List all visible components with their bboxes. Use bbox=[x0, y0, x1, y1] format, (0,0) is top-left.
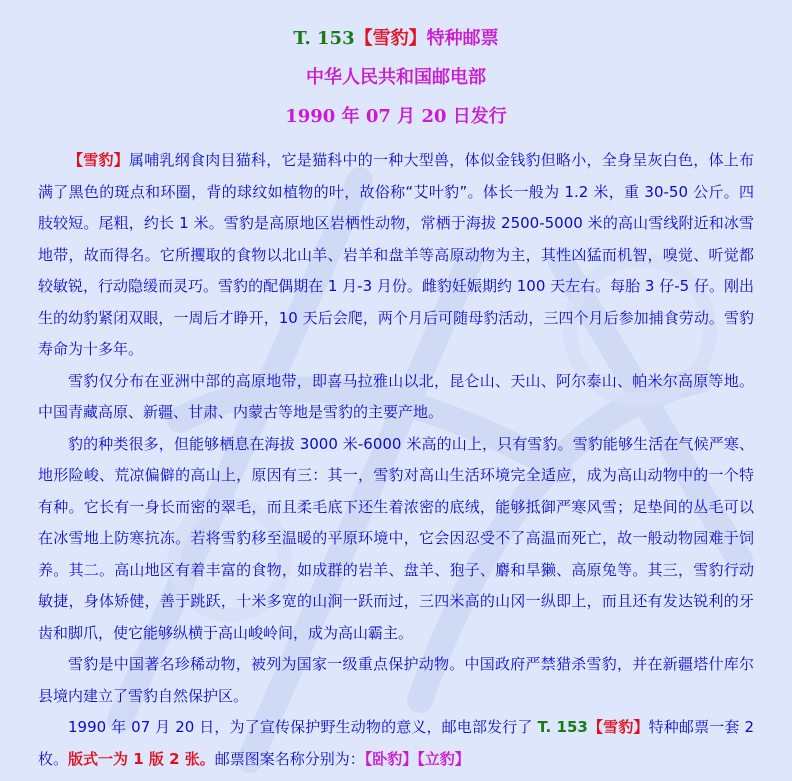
issue-text-c: 邮票图案名称分别为： bbox=[214, 749, 365, 768]
paragraph-distribution: 雪豹仅分布在亚洲中部的高原地带，即喜马拉雅山以北，昆仑山、天山、阿尔泰山、帕米尔高原等地。中国青藏高原、新疆、甘肃、内蒙古等地是雪豹的主要产地。 bbox=[38, 371, 754, 421]
issue-date: 1990 年 07 月 20 日发行 bbox=[285, 106, 507, 127]
issue-stamp-name: 【雪豹】 bbox=[587, 718, 649, 736]
issue-design-names: 【卧豹】【立豹】 bbox=[364, 749, 470, 768]
stamp-name-tag: 【雪豹】 bbox=[68, 151, 129, 169]
page-header bbox=[0, 0, 792, 136]
article-body bbox=[0, 145, 792, 775]
paragraph-issue bbox=[38, 712, 754, 775]
stamp-name: 【雪豹】 bbox=[354, 28, 427, 49]
stamp-code: T. 153 bbox=[293, 28, 355, 49]
paragraph-description bbox=[38, 145, 754, 366]
paragraph-protection: 雪豹是中国著名珍稀动物，被列为国家一级重点保护动物。中国政府严禁猎杀雪豹，并在新疆塔什库尔县境内建立了雪豹自然保护区。 bbox=[38, 655, 754, 705]
issue-format: 版式一为 1 版 2 张。 bbox=[68, 749, 215, 768]
stamp-type: 特种邮票 bbox=[426, 28, 499, 49]
stamp-title bbox=[0, 19, 792, 58]
paragraph-habitat: 豹的种类很多，但能够栖息在海拔 3000 米-6000 米高的山上，只有雪豹。雪豹能够生活在气候严寒、地形险峻、荒凉偏僻的高山上，原因有三：其一，雪豹对高山生活环境完全适应，成为高山动物中的一个特有种。它长有一身长而密的翠毛，而且柔毛底下还生着浓密的底绒，能够抵御严寒风雪；足垫间的丛毛可以在冰雪地上防寒抗冻。若将雪豹移至温暖的平原环境中，它会因忍受不了高温而死亡，故一般动物园难于饲养。其二。高山地区有着丰富的食物，如成群的岩羊、盘羊、狍子、麝和旱獭、高原兔等。其三，雪豹行动敏捷，身体矫健，善于跳跃，十米多宽的山涧一跃而过，三四米高的山冈一纵即上，而且还有发达锐利的牙齿和脚爪，使它能够纵横于高山峻岭间，成为高山霸主。 bbox=[38, 434, 754, 642]
paragraph-description-text: 属哺乳纲食肉目猫科，它是猫科中的一种大型兽，体似金钱豹但略小，全身呈灰白色，体上布满了黑色的斑点和环圈，背的球纹如植物的叶，故俗称“艾叶豹”。体长一般为 1.2 米，重 30-50 公斤。四肢较短。尾粗，约长 1 米。雪豹是高原地区岩栖性动物，常栖于海拔 2500-5000 米的高山雪线附近和冰雪地带，故而得名。它所攫取的食物以北山羊、岩羊和盘羊等高原动物为主，其性凶猛而机智，嗅觉、听觉都较敏锐，行动隐缓而灵巧。雪豹的配偶期在 1 月-3 月份。雌豹妊娠期约 100 天左右。每胎 3 仔-5 仔。刚出生的幼豹紧闭双眼，一周后才睁开，10 天后会爬，两个月后可随母豹活动，三四个月后参加捕食劳动。雪豹寿命为十多年。 bbox=[38, 151, 754, 358]
issue-stamp-code: T. 153 bbox=[537, 718, 588, 736]
issuer: 中华人民共和国邮电部 bbox=[306, 67, 486, 88]
issue-text-b: 特种邮票一套 2 枚。 bbox=[38, 718, 754, 768]
issue-text-a: 1990 年 07 月 20 日，为了宣传保护野生动物的意义，邮电部发行了 bbox=[68, 718, 538, 736]
